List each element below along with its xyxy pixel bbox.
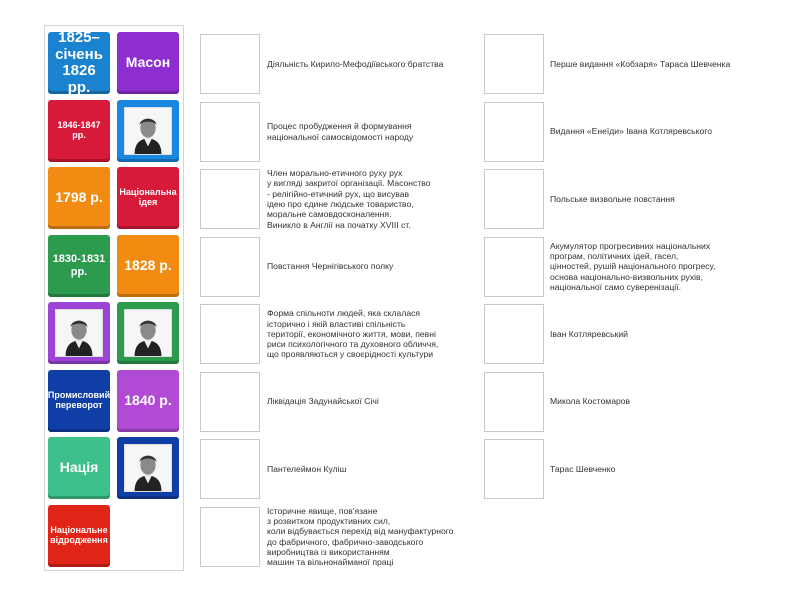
answer-tile-t10[interactable] xyxy=(117,302,179,364)
left-description-1: Діяльність Кирило-Мефодіївського братства xyxy=(267,58,444,69)
answer-tile-label: Масон xyxy=(125,54,171,71)
answer-tile-label: 1828 р. xyxy=(124,256,172,273)
portrait-kotliarevsky-image xyxy=(124,107,172,155)
answer-tile-t5[interactable] xyxy=(48,167,110,229)
answer-tile-label: Нація xyxy=(59,459,99,476)
left-drop-slot-8[interactable] xyxy=(200,507,260,567)
answer-tile-label: 1840 р. xyxy=(124,391,172,408)
answer-tile-label: 1825– січень 1826 рр. xyxy=(55,32,103,94)
answer-tile-t12[interactable] xyxy=(117,370,179,432)
answer-tile-t7[interactable] xyxy=(48,235,110,297)
left-drop-slot-2[interactable] xyxy=(200,102,260,162)
answer-tile-t1[interactable] xyxy=(48,32,110,94)
right-description-4: Акумулятор прогресивних національних програм, політичних ідей, гасел, цінностей, рушій національного прогресу, основа національно-визвольних рухів, національної само суверенізації. xyxy=(550,240,716,292)
portrait-kostomarov-image xyxy=(55,309,103,357)
left-description-6: Ліквідація Задунайської Січі xyxy=(267,396,379,407)
answer-tile-t14[interactable] xyxy=(117,437,179,499)
left-drop-slot-1[interactable] xyxy=(200,34,260,94)
left-description-5: Форма спільноти людей, яка склалася історично і якій властиві спільність території, економічного життя, мови, певні риси психологічного та духовного обличчя, що проявляються у своєрідності культури xyxy=(267,308,439,360)
answer-tile-label: Промисловий переворот xyxy=(48,389,110,410)
left-drop-slot-7[interactable] xyxy=(200,439,260,499)
answer-tile-label: 1846-1847 рр. xyxy=(57,119,101,140)
portrait-kulish-image xyxy=(124,444,172,492)
right-drop-slot-1[interactable] xyxy=(484,34,544,94)
right-description-1: Перше видання «Кобзаря» Тараса Шевченка xyxy=(550,58,731,69)
right-drop-slot-4[interactable] xyxy=(484,237,544,297)
answer-tile-t13[interactable] xyxy=(48,437,110,499)
answer-tile-label: Національна ідея xyxy=(119,187,177,207)
answer-tile-t3[interactable] xyxy=(48,100,110,162)
answer-tile-t4[interactable] xyxy=(117,100,179,162)
answer-tile-t9[interactable] xyxy=(48,302,110,364)
answer-tile-t6[interactable] xyxy=(117,167,179,229)
answer-tile-label: 1830-1831 рр. xyxy=(52,253,106,278)
right-drop-slot-6[interactable] xyxy=(484,372,544,432)
answer-tile-t11[interactable] xyxy=(48,370,110,432)
left-description-2: Процес пробудження й формування національної самосвідомості народу xyxy=(267,121,414,142)
answer-tile-t2[interactable] xyxy=(117,32,179,94)
left-drop-slot-3[interactable] xyxy=(200,169,260,229)
right-drop-slot-7[interactable] xyxy=(484,439,544,499)
right-description-7: Тарас Шевченко xyxy=(550,463,616,474)
left-drop-slot-4[interactable] xyxy=(200,237,260,297)
left-description-7: Пантелеймон Куліш xyxy=(267,463,347,474)
answer-tile-t8[interactable] xyxy=(117,235,179,297)
left-drop-slot-5[interactable] xyxy=(200,304,260,364)
right-drop-slot-3[interactable] xyxy=(484,169,544,229)
portrait-shevchenko-image xyxy=(124,309,172,357)
right-description-5: Іван Котляревський xyxy=(550,328,628,339)
left-description-3: Член морально-етичного руху рух у вигляді закритої організації. Масонство - релігійно-етичний рух, що висував ідею про єдине людське товариство, моральне самовдосконалення. Виникло в Англії на початку XVIII ст. xyxy=(267,168,431,230)
right-drop-slot-5[interactable] xyxy=(484,304,544,364)
answer-tile-label: Національне відродження xyxy=(50,524,108,545)
answer-tile-label: 1798 р. xyxy=(55,189,103,206)
left-drop-slot-6[interactable] xyxy=(200,372,260,432)
right-drop-slot-2[interactable] xyxy=(484,102,544,162)
right-description-6: Микола Костомаров xyxy=(550,396,631,407)
right-description-2: Видання «Енеїди» Івана Котляревського xyxy=(550,126,712,137)
left-description-8: Історичне явище, пов'язане з розвитком продуктивних сил, коли відбувається перехід від мануфактурного до фабричного, фабрично-заводського виробництва із використанням машин та вільнонайманої праці xyxy=(267,505,454,568)
tile-bank-panel xyxy=(44,25,184,571)
answer-tile-t15[interactable] xyxy=(48,505,110,567)
right-description-3: Польське визвольне повстання xyxy=(550,193,675,204)
left-description-4: Повстання Чернігівського полку xyxy=(267,261,394,272)
